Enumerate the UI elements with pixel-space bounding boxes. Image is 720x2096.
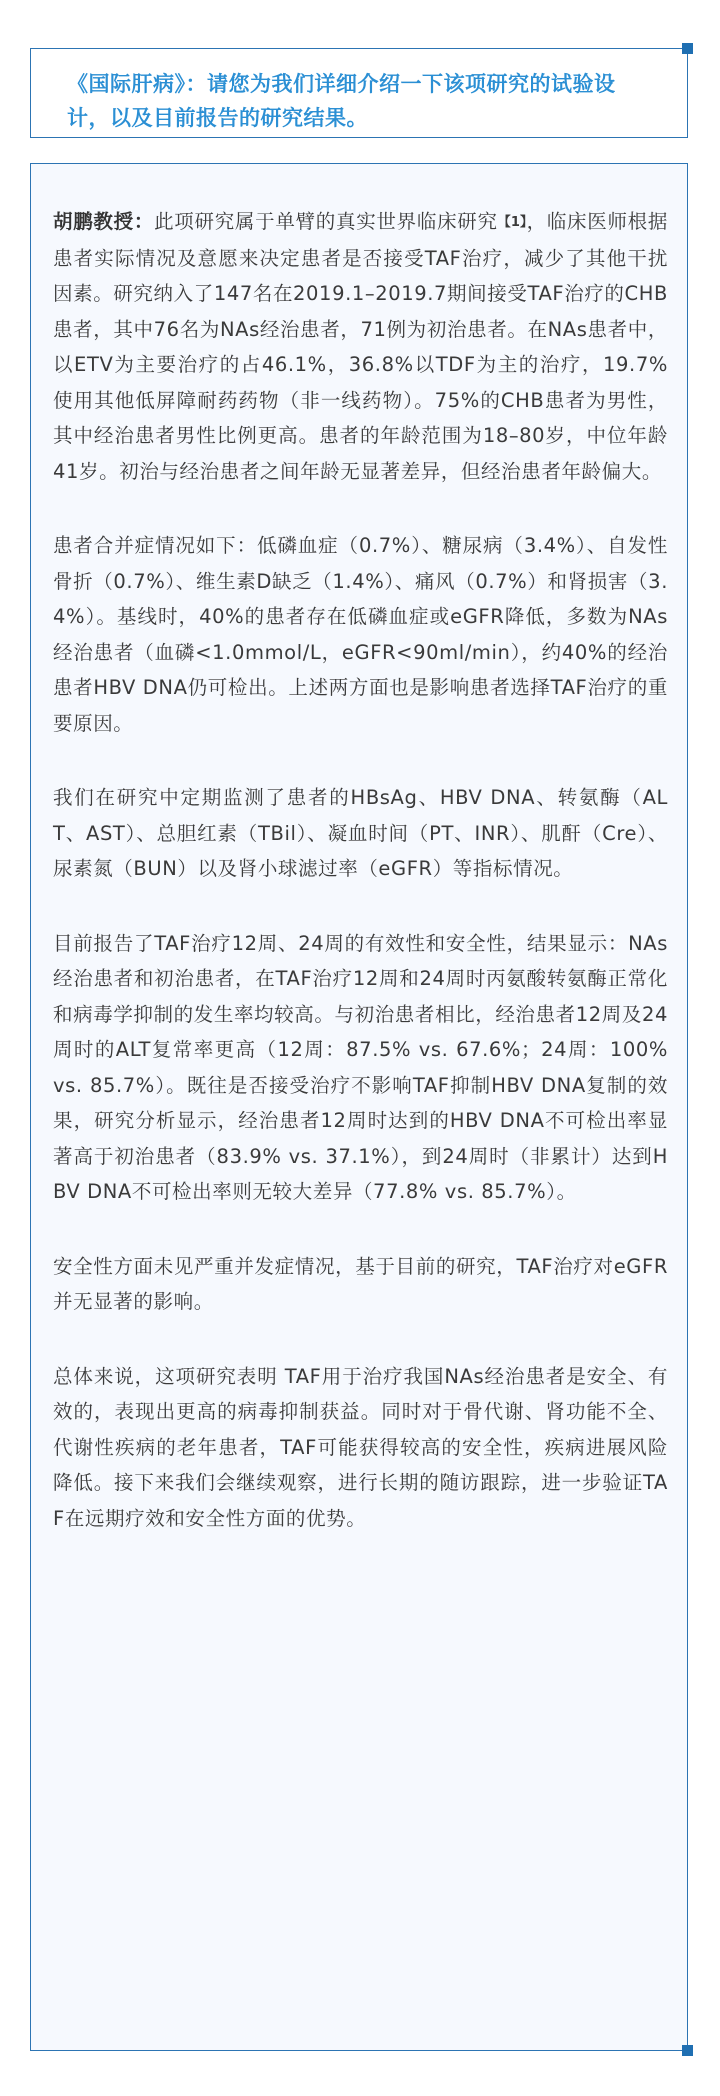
- answer-paragraph-2: 患者合并症情况如下：低磷血症（0.7%）、糖尿病（3.4%）、自发性骨折（0.7%）、维生素D缺乏（1.4%）、痛风（0.7%）和肾损害（3.4%）。基线时，40%的患者存在低磷血症或eGFR降低，多数为NAs经治患者（血磷<1.0mmol/L，eGFR<90ml/min），约40%的经治患者HBV DNA仍可检出。上述两方面也是影响患者选择TAF治疗的重要原因。: [53, 534, 668, 735]
- answer-body: [53, 204, 668, 1575]
- answer-paragraph-6: 总体来说，这项研究表明 TAF用于治疗我国NAs经治患者是安全、有效的，表现出更高的病毒抑制获益。同时对于骨代谢、肾功能不全、代谢性疾病的老年患者，TAF可能获得较高的安全性，疾病进展风险降低。接下来我们会继续观察，进行长期的随访跟踪，进一步验证TAF在远期疗效和安全性方面的优势。: [53, 1364, 668, 1530]
- answer-paragraph-5: 安全性方面未见严重并发症情况，基于目前的研究，TAF治疗对eGFR并无显著的影响。: [53, 1254, 668, 1313]
- question-text: 《国际肝病》：请您为我们详细介绍一下该项研究的试验设计，以及目前报告的研究结果。: [67, 72, 616, 130]
- intro-text: 此项研究属于单臂的真实世界临床研究: [154, 210, 498, 233]
- reference-mark: 【1】: [497, 215, 527, 230]
- intro-rest: ，临床医师根据患者实际情况及意愿来决定患者是否接受TAF治疗，减少了其他干扰因素。研究纳入了147名在2019.1–2019.7期间接受TAF治疗的CHB患者，其中76名为NAs经治患者，71例为初治患者。在NAs患者中，以ETV为主要治疗的占46.1%，36.8%以TDF为主的治疗，19.7%使用其他低屏障耐药药物（非一线药物）。75%的CHB患者为男性，其中经治患者男性比例更高。患者的年龄范围为18–80岁，中位年龄41岁。初治与经治患者之间年龄无显著差异，但经治患者年龄偏大。: [53, 210, 668, 483]
- corner-decoration: [682, 43, 693, 54]
- corner-decoration: [682, 2045, 693, 2056]
- speaker-name: 胡鹏教授：: [53, 210, 155, 233]
- answer-box: [30, 163, 688, 2051]
- question-box: [30, 48, 688, 138]
- answer-paragraph-3: 我们在研究中定期监测了患者的HBsAg、HBV DNA、转氨酶（ALT、AST）、总胆红素（TBil）、凝血时间（PT、INR）、肌酐（Cre）、尿素氮（BUN）以及肾小球滤过率（eGFR）等指标情况。: [53, 786, 668, 880]
- answer-paragraph-4: 目前报告了TAF治疗12周、24周的有效性和安全性，结果显示：NAs经治患者和初治患者，在TAF治疗12周和24周时丙氨酸转氨酶正常化和病毒学抑制的发生率均较高。与初治患者相比，经治患者12周及24周时的ALT复常率更高（12周：87.5% vs. 67.6%；24周：100% vs. 85.7%）。既往是否接受治疗不影响TAF抑制HBV DNA复制的效果，研究分析显示，经治患者12周时达到的HBV DNA不可检出率显著高于初治患者（83.9% vs. 37.1%），到24周时（非累计）达到HBV DNA不可检出率则无较大差异（77.8% vs. 85.7%）。: [53, 931, 668, 1203]
- answer-paragraph-1: [53, 204, 668, 489]
